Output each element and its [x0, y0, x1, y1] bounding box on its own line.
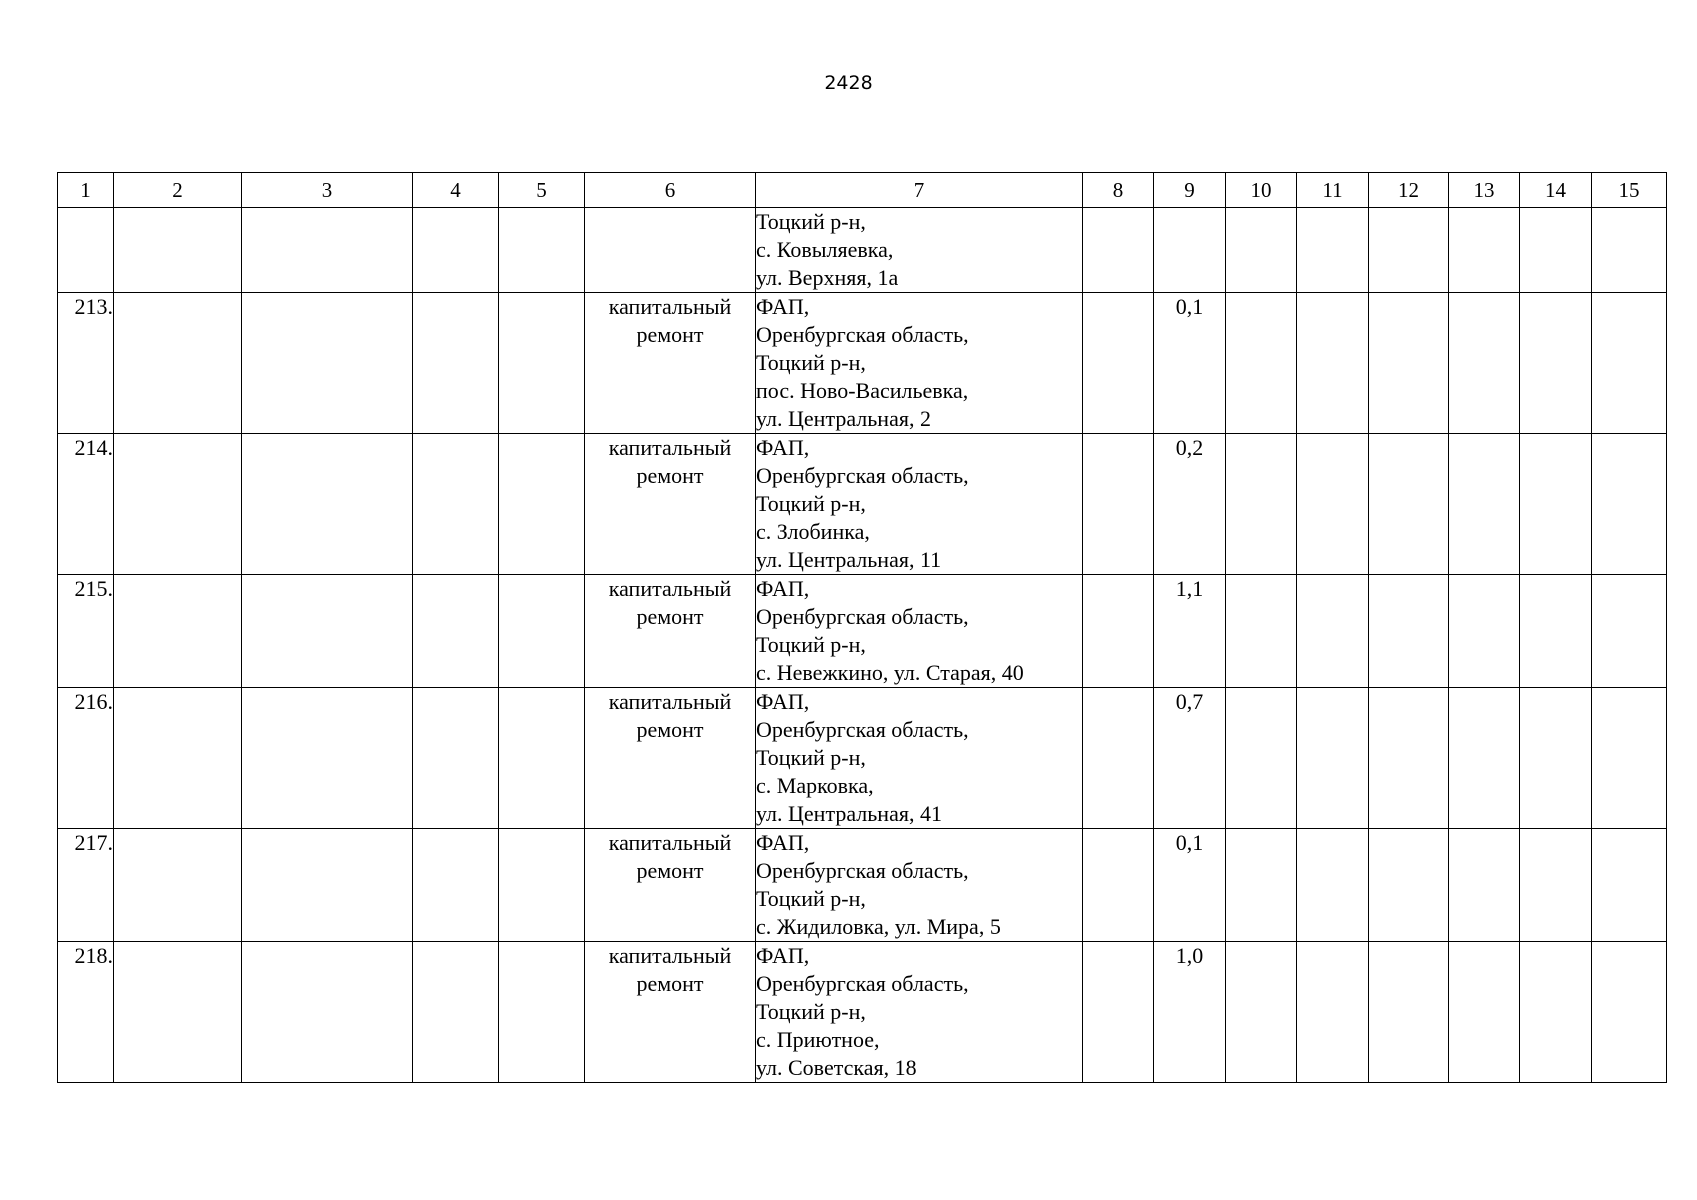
- empty-cell: [1226, 208, 1297, 293]
- address-line: Тоцкий р-н,: [756, 999, 866, 1024]
- column-header: 8: [1083, 173, 1154, 208]
- column-header: 3: [242, 173, 413, 208]
- empty-cell: [1083, 575, 1154, 688]
- work-type-cell: [585, 208, 756, 293]
- empty-cell: [1592, 575, 1667, 688]
- row-number-cell: 213.: [58, 293, 114, 434]
- work-type-line: ремонт: [636, 717, 704, 742]
- empty-cell: [1449, 575, 1520, 688]
- address-line: с. Жидиловка, ул. Мира, 5: [756, 914, 1001, 939]
- address-line: с. Марковка,: [756, 773, 874, 798]
- empty-cell: [1520, 688, 1592, 829]
- empty-cell: [1226, 293, 1297, 434]
- empty-cell: [413, 575, 499, 688]
- address-line: ФАП,: [756, 830, 810, 855]
- address-line: Оренбургская область,: [756, 858, 969, 883]
- empty-cell: [1592, 942, 1667, 1083]
- empty-cell: [413, 434, 499, 575]
- address-line: ФАП,: [756, 576, 810, 601]
- work-type-cell: [585, 688, 756, 829]
- work-type-line: капитальный: [608, 830, 732, 855]
- empty-cell: [242, 434, 413, 575]
- empty-cell: [242, 208, 413, 293]
- address-line: Тоцкий р-н,: [756, 491, 866, 516]
- value-cell: 1,1: [1154, 575, 1226, 688]
- empty-cell: [1520, 829, 1592, 942]
- work-type-line: ремонт: [636, 858, 704, 883]
- empty-cell: [114, 688, 242, 829]
- empty-cell: [1369, 942, 1449, 1083]
- work-type-line: капитальный: [608, 435, 732, 460]
- empty-cell: [499, 293, 585, 434]
- empty-cell: [1592, 293, 1667, 434]
- empty-cell: [1226, 575, 1297, 688]
- address-line: ФАП,: [756, 943, 810, 968]
- empty-cell: [1369, 688, 1449, 829]
- empty-cell: [413, 829, 499, 942]
- address-line: Тоцкий р-н,: [756, 350, 866, 375]
- empty-cell: [114, 293, 242, 434]
- address-line: ул. Советская, 18: [756, 1055, 917, 1080]
- empty-cell: [413, 688, 499, 829]
- value-cell: 0,7: [1154, 688, 1226, 829]
- value-cell: 0,1: [1154, 829, 1226, 942]
- empty-cell: [1297, 942, 1369, 1083]
- address-line: пос. Ново-Васильевка,: [756, 378, 969, 403]
- empty-cell: [1083, 688, 1154, 829]
- row-number-cell: [58, 208, 114, 293]
- column-header: 13: [1449, 173, 1520, 208]
- value-cell: 1,0: [1154, 942, 1226, 1083]
- empty-cell: [1297, 829, 1369, 942]
- address-line: с. Злобинка,: [756, 519, 870, 544]
- work-type-line: ремонт: [636, 971, 704, 996]
- empty-cell: [1226, 434, 1297, 575]
- empty-cell: [242, 575, 413, 688]
- empty-cell: [1369, 293, 1449, 434]
- address-line: ул. Центральная, 2: [756, 406, 931, 431]
- empty-cell: [114, 434, 242, 575]
- empty-cell: [1226, 688, 1297, 829]
- empty-cell: [1083, 829, 1154, 942]
- empty-cell: [242, 293, 413, 434]
- empty-cell: [114, 829, 242, 942]
- header-row: [58, 173, 1667, 208]
- empty-cell: [114, 208, 242, 293]
- address-cell: [756, 293, 1083, 434]
- empty-cell: [413, 208, 499, 293]
- column-header: 9: [1154, 173, 1226, 208]
- empty-cell: [1297, 434, 1369, 575]
- empty-cell: [499, 688, 585, 829]
- empty-cell: [1369, 208, 1449, 293]
- address-line: ул. Центральная, 41: [756, 801, 942, 826]
- empty-cell: [1297, 688, 1369, 829]
- empty-cell: [242, 688, 413, 829]
- work-type-line: ремонт: [636, 322, 704, 347]
- empty-cell: [1449, 688, 1520, 829]
- value-cell: 0,1: [1154, 293, 1226, 434]
- work-type-line: капитальный: [608, 689, 732, 714]
- empty-cell: [1083, 293, 1154, 434]
- column-header: 7: [756, 173, 1083, 208]
- address-line: ФАП,: [756, 689, 810, 714]
- empty-cell: [1083, 208, 1154, 293]
- empty-cell: [1520, 293, 1592, 434]
- row-number-cell: 215.: [58, 575, 114, 688]
- work-type-line: капитальный: [608, 294, 732, 319]
- address-line: с. Ковыляевка,: [756, 237, 894, 262]
- empty-cell: [413, 293, 499, 434]
- column-header: 14: [1520, 173, 1592, 208]
- empty-cell: [499, 208, 585, 293]
- empty-cell: [1520, 942, 1592, 1083]
- empty-cell: [1520, 575, 1592, 688]
- address-line: ул. Центральная, 11: [756, 547, 942, 572]
- work-type-cell: [585, 434, 756, 575]
- address-line: с. Невежкино, ул. Старая, 40: [756, 660, 1024, 685]
- value-cell: 0,2: [1154, 434, 1226, 575]
- work-type-line: капитальный: [608, 576, 732, 601]
- empty-cell: [499, 942, 585, 1083]
- empty-cell: [1297, 575, 1369, 688]
- empty-cell: [1449, 829, 1520, 942]
- address-line: Тоцкий р-н,: [756, 745, 866, 770]
- column-header: 10: [1226, 173, 1297, 208]
- address-line: Оренбургская область,: [756, 971, 969, 996]
- work-type-cell: [585, 293, 756, 434]
- empty-cell: [499, 575, 585, 688]
- table-row: [58, 208, 1667, 293]
- empty-cell: [413, 942, 499, 1083]
- page-number: 2428: [824, 72, 873, 94]
- empty-cell: [499, 434, 585, 575]
- empty-cell: [1592, 208, 1667, 293]
- empty-cell: [1369, 575, 1449, 688]
- empty-cell: [1297, 293, 1369, 434]
- column-header: 2: [114, 173, 242, 208]
- row-number-cell: 218.: [58, 942, 114, 1083]
- column-header: 4: [413, 173, 499, 208]
- empty-cell: [1226, 942, 1297, 1083]
- empty-cell: [114, 575, 242, 688]
- empty-cell: [1083, 942, 1154, 1083]
- column-header: 15: [1592, 173, 1667, 208]
- table-row: [58, 293, 1667, 434]
- address-line: ФАП,: [756, 435, 810, 460]
- empty-cell: [1520, 434, 1592, 575]
- empty-cell: [1520, 208, 1592, 293]
- address-cell: [756, 208, 1083, 293]
- address-cell: [756, 575, 1083, 688]
- address-cell: [756, 688, 1083, 829]
- work-type-cell: [585, 829, 756, 942]
- empty-cell: [499, 829, 585, 942]
- empty-cell: [1592, 688, 1667, 829]
- table-row: [58, 688, 1667, 829]
- table-body: [58, 208, 1667, 1083]
- empty-cell: [1449, 293, 1520, 434]
- empty-cell: [242, 942, 413, 1083]
- column-header: 11: [1297, 173, 1369, 208]
- address-line: Тоцкий р-н,: [756, 886, 866, 911]
- row-number-cell: 214.: [58, 434, 114, 575]
- empty-cell: [1297, 208, 1369, 293]
- empty-cell: [1083, 434, 1154, 575]
- address-cell: [756, 942, 1083, 1083]
- work-type-line: капитальный: [608, 943, 732, 968]
- value-cell: [1154, 208, 1226, 293]
- row-number-cell: 216.: [58, 688, 114, 829]
- address-line: Оренбургская область,: [756, 604, 969, 629]
- address-line: Оренбургская область,: [756, 717, 969, 742]
- table-row: [58, 829, 1667, 942]
- address-line: с. Приютное,: [756, 1027, 880, 1052]
- address-line: ФАП,: [756, 294, 810, 319]
- row-number-cell: 217.: [58, 829, 114, 942]
- work-type-cell: [585, 942, 756, 1083]
- empty-cell: [1592, 829, 1667, 942]
- empty-cell: [1449, 208, 1520, 293]
- address-line: Оренбургская область,: [756, 463, 969, 488]
- empty-cell: [242, 829, 413, 942]
- column-header: 5: [499, 173, 585, 208]
- table-row: [58, 942, 1667, 1083]
- column-header: 12: [1369, 173, 1449, 208]
- address-line: Оренбургская область,: [756, 322, 969, 347]
- work-type-cell: [585, 575, 756, 688]
- empty-cell: [1592, 434, 1667, 575]
- address-line: ул. Верхняя, 1а: [756, 265, 899, 290]
- empty-cell: [1369, 434, 1449, 575]
- empty-cell: [1449, 434, 1520, 575]
- empty-cell: [1369, 829, 1449, 942]
- empty-cell: [1449, 942, 1520, 1083]
- address-line: Тоцкий р-н,: [756, 209, 866, 234]
- address-cell: [756, 434, 1083, 575]
- empty-cell: [1226, 829, 1297, 942]
- column-header: 6: [585, 173, 756, 208]
- empty-cell: [114, 942, 242, 1083]
- column-header: 1: [58, 173, 114, 208]
- data-table: [57, 172, 1667, 1083]
- address-cell: [756, 829, 1083, 942]
- work-type-line: ремонт: [636, 463, 704, 488]
- table-row: [58, 434, 1667, 575]
- work-type-line: ремонт: [636, 604, 704, 629]
- table-row: [58, 575, 1667, 688]
- address-line: Тоцкий р-н,: [756, 632, 866, 657]
